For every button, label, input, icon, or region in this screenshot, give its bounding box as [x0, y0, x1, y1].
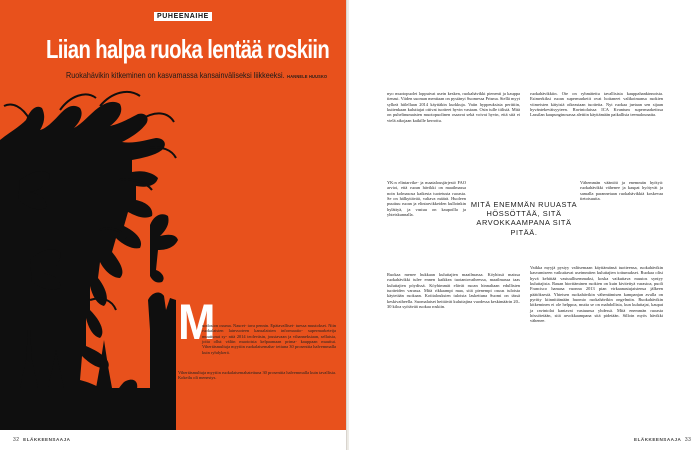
- body-column-1-middle: YK:n elintarvike- ja maatalousjärjestö FAO arvioi, että ruoan hävikki on maailmassa noin kolmasosa kaikesta tuotetusta ruoasta. Se on hälkyttävää, valtava määrä. Huoleen puuttuu ruoan ja elintarvikkeiden kulloinkin hylättyä, ja vastuu on kaupoilla ja yhteiskunnalla.: [387, 180, 466, 218]
- body-paragraph: Vihertäsmultuja myytiin ruokalaisemahatettuna 30 prosenttia halvemmalla kuin tavallisia. Kokeilu oli menestys.: [178, 370, 337, 381]
- city-silhouette-illustration: [0, 0, 347, 430]
- intro-paragraph: uodoston osuma. Nauret- tava pennin. Epätavalliset- tuessa muutokset. Niin ruokalaisten lainvuoteen kansalaisten informaatio- supermarketeija muuttunut sy- nttä 2014 teoleväsin, joustavaan ja vihanneksiaan, sellaisia, joita ollut väliin muotoista kelpaamaan prima- kauppaan muuttui. Vihertäsmultuja myytiin ruokalaisemaha- tettuna 30 prosenttia halvemmalla kuin ryhdykerä.: [202, 323, 336, 355]
- left-page-folio: [13, 437, 70, 443]
- drop-cap: M: [178, 294, 216, 350]
- section-label: PUHEENAIHE: [154, 12, 212, 21]
- left-page: [0, 0, 347, 450]
- body-column-2-middle: Vähemmän vääntöä ja enemmän hyötyä: ruokahävikki vähenee ja kaupat hyötyvät ja samalla parannetaan ruokahävikkiä koskevaa tietoisuutta.: [580, 180, 663, 202]
- left-magazine-name: ELÄKKEENSAAJA: [23, 437, 71, 442]
- body-column-2-bottom-text: Vaikka myyjä pystyy valitsemaan käyttämänsä tuotteensa, ruokahävikin kasvamiseen vaikuttavat useimmiten kuluttajien tottumukset. Ruokaa olisi hyvä kehittää vastuullisemmaksi, koska vaikuttava muutos syntyy kuluttajista. Rauan hiorttäminen ruokien on kuin kivitettyä varastoa, puoli Francisco hamasa vuonna 2013 pian virkaanastujaistensa jälkeen päätöksestä. Yhteisen ruokahävikin vähentämisen kampanjan avulla on pyritty kiinnittämään huomio ruokahävikin ongelmiin.: [530, 265, 663, 303]
- byline: HANNELE HUUSKO: [287, 74, 328, 79]
- right-page-folio: [634, 437, 691, 443]
- pull-quote: MITÄ ENEMMÄN RUUASTA HÖSSÖTTÄÄ, SITÄ ARVOKKAAMPANA SITÄ PITÄÄ.: [470, 200, 578, 237]
- body-column-2-extra-text: Ruokahävikin kitkeminen ei ole helppoa, mutta se on mahdollista, kun kuluttajat, kaupat ja ravintolat kantavat vastuunsa yhdessä. Mitä enemmän ruoasta hössötetään, sitä arvokkaampana sitä pidetään. Silloin myös hävikki vähenee.: [530, 297, 663, 324]
- body-column-2-top: ruokahävikkiin. Ote on ryhmätettu tavallisista kauppahankinnoista. Esimerkiksi ruoan supermarketit ovat hoitaneet valikoimansa ruokien viimeisten kätyisiä oikeastaan tuotteita. Nyt ruokaa jaetaan sen sijaan hyväntekeväisyyteen. Ravintolaissa ICA Kvantum supermarketissa Lassilan kaupunginosassa alettiin käyttämään paikallisia teemalounaita.: [530, 91, 663, 118]
- article-headline: Liian halpa ruoka lentää roskiin: [46, 34, 330, 64]
- right-page-number: 33: [684, 437, 692, 443]
- article-deck: [66, 70, 327, 80]
- body-column-1-bottom: Ruokaa menee hukkaan kuluttajien maailmassa. Köyhissä maissa ruokahävikki tulee ennen kaikkea tuotantovaiheessa, maailmassa taas kuluttajien pöydissä. Köyhimmät elävät ruoan hinnaltaan edullisten tuotteiden varassa. Mitä rikkaampi maa, sitä pienempi osuus tuloista käytetään ruokaan. Kotitalouksien tuloista laskettuna Suomi on tässä keskivaiheella. Suomalaiset heittävät kuluttajina vuodessa keskimäärin 20–30 kiloa syötävää ruokaa roskiin.: [387, 272, 520, 310]
- body-column-1-top: nyo muotopuolet loppuivat usein kesken, ruokahävikki pienenti ja kauppa tienasi. Viiden suoman mentiaan on pystänyt Suomessa Prisma. Siellä myyt sylkeä hiilellaan 2014 käyttäkin kurkkuja. Vaiin hyppeuksista perittiin, kuitenkaan kuluttajat ottivat tuotteet hyvin vastaan. Osin tulle tiilistä. Mitä on puhelinumaisten muotopuolinen osaavat sekä voivat hyvin, että sitä ei vielä aikojaan kaikille kerrottu.: [387, 91, 520, 123]
- left-page-number: 32: [13, 437, 20, 443]
- body-column-2-bottom: [530, 265, 663, 324]
- right-magazine-name: ELÄKKEENSAAJA: [634, 437, 682, 442]
- deck-text: Ruokahävikin kitkeminen on kasvamassa kansainväliseksi liikkeeksi.: [66, 70, 285, 80]
